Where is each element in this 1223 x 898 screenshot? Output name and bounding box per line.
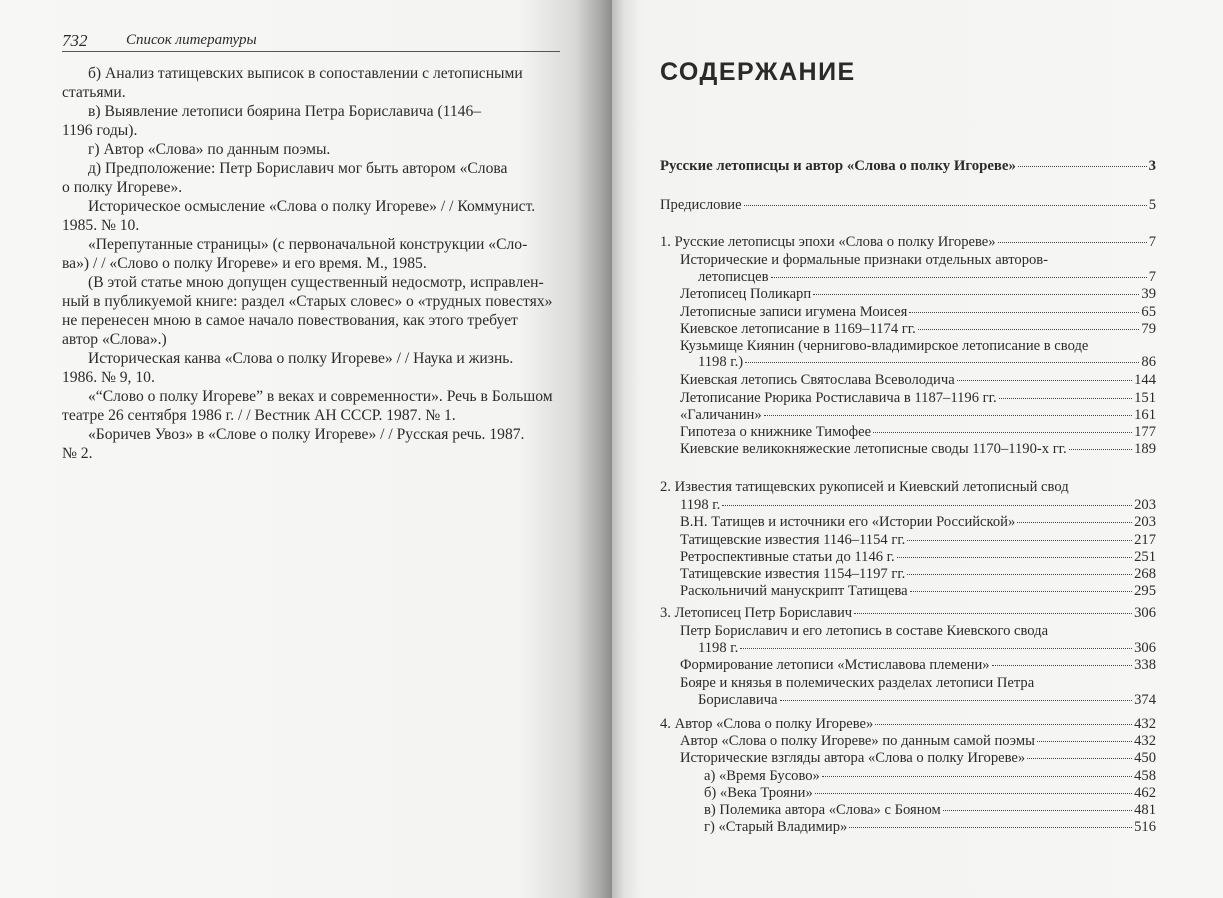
toc-entry-title: 3. Летописец Петр Бориславич — [660, 605, 853, 621]
toc-entry — [680, 548, 1156, 566]
right-page — [612, 0, 1223, 898]
text-line: б) Анализ татищевских выписок в сопоставлении с летописными — [88, 65, 523, 82]
toc-entry-page: 450 — [1134, 750, 1156, 766]
toc-entry-title: В.Н. Татищев и источники его «Истории Российской» — [680, 514, 1016, 530]
toc-entry-page: 161 — [1134, 407, 1156, 423]
text-line: о полку Игореве». — [62, 179, 183, 196]
leader-dots — [999, 398, 1133, 399]
leader-dots — [910, 591, 1132, 592]
toc-entry — [680, 440, 1156, 458]
toc-entry-title: Киевское летописание в 1169–1174 гг. — [680, 321, 916, 337]
leader-dots — [722, 505, 1132, 506]
toc-entry-page: 189 — [1134, 441, 1156, 457]
toc-entry-title: Формирование летописи «Мстиславова племени» — [680, 657, 990, 673]
toc-entry-title: Исторические и формальные признаки отдельных авторов- — [680, 252, 1049, 268]
toc-entry-title: Автор «Слова о полку Игореве» по данным самой поэмы — [680, 733, 1035, 749]
toc-entry-page: 432 — [1134, 733, 1156, 749]
toc-entry-page: 79 — [1141, 321, 1156, 337]
leader-dots — [907, 540, 1132, 541]
text-line: не перенесен мною в самое начало повествования, как этого требует — [62, 312, 518, 329]
toc-entry-page: 3 — [1148, 158, 1156, 174]
bibliography-text — [62, 64, 562, 463]
text-line: 1196 годы). — [62, 122, 138, 139]
page-number: 732 — [62, 31, 88, 50]
text-line: в) Выявление летописи боярина Петра Бориславича (1146– — [88, 103, 482, 120]
toc-entry-title: Татищевские известия 1154–1197 гг. — [680, 566, 906, 582]
toc-entry — [680, 749, 1156, 767]
text-line: Историческое осмысление «Слова о полку Игореве» / / Коммунист. — [88, 198, 536, 215]
toc-entry-title: Ретроспективные статьи до 1146 г. — [680, 549, 895, 565]
toc-entry-title: «Галичанин» — [680, 407, 762, 423]
text-line: № 2. — [62, 445, 93, 462]
text-line: 1985. № 10. — [62, 217, 140, 234]
leader-dots — [998, 242, 1147, 243]
toc-entry-title: летописцев — [698, 269, 769, 285]
toc-entry-title: Киевские великокняжеские летописные своды 1170–1190-х гг. — [680, 441, 1067, 457]
toc-entry-page: 7 — [1148, 269, 1156, 285]
toc-entry-page: 306 — [1134, 605, 1156, 621]
toc-entry-title: Летописание Рюрика Ростиславича в 1187–1196 гг. — [680, 390, 997, 406]
toc-entry-title: Раскольничий манускрипт Татищева — [680, 583, 908, 599]
toc-entry-title: 1198 г. — [680, 497, 721, 513]
text-line: автор «Слова».) — [62, 331, 167, 348]
toc-entry-page: 177 — [1134, 424, 1156, 440]
toc-entry-title: 1. Русские летописцы эпохи «Слова о полку Игореве» — [660, 234, 996, 250]
toc-entry — [680, 406, 1156, 424]
toc-entry — [680, 565, 1156, 583]
leader-dots — [1027, 758, 1132, 759]
toc-entry — [704, 818, 1156, 836]
leader-dots — [873, 432, 1132, 433]
toc-entry-page: 481 — [1134, 802, 1156, 818]
toc-entry — [680, 513, 1156, 531]
toc-entry-title: Татищевские известия 1146–1154 гг. — [680, 532, 906, 548]
toc-entry-page: 338 — [1134, 657, 1156, 673]
leader-dots — [957, 380, 1132, 381]
leader-dots — [849, 827, 1132, 828]
toc-entry-title: 1198 г.) — [698, 354, 744, 370]
toc-title: СОДЕРЖАНИЕ — [660, 58, 856, 86]
toc-entry-page: 203 — [1134, 514, 1156, 530]
leader-dots — [771, 277, 1147, 278]
toc-entry-title: Петр Бориславич и его летопись в составе Киевского свода — [680, 623, 1049, 639]
toc-entry-title: 4. Автор «Слова о полку Игореве» — [660, 716, 874, 732]
toc-entry-title: Гипотеза о книжнике Тимофее — [680, 424, 872, 440]
toc-entry-title: г) «Старый Владимир» — [704, 819, 848, 835]
toc-entry — [704, 767, 1156, 785]
text-line: «“Слово о полку Игореве” в веках и современности». Речь в Большом — [88, 388, 553, 405]
leader-dots — [1018, 166, 1147, 167]
toc-entry-title: б) «Века Трояни» — [704, 785, 813, 801]
text-line: д) Предположение: Петр Бориславич мог быть автором «Слова — [88, 160, 508, 177]
text-line: ный в публикуемой книге: раздел «Старых словес» о «трудных повестях» — [62, 293, 553, 310]
text-line: «Боричев Увоз» в «Слове о полку Игореве» / / Русская речь. 1987. — [88, 426, 525, 443]
toc-entry-page: 151 — [1134, 390, 1156, 406]
toc-entry-title: в) Полемика автора «Слова» с Бояном — [704, 802, 941, 818]
toc-entry-page: 432 — [1134, 716, 1156, 732]
leader-dots — [744, 205, 1147, 206]
toc-entry — [660, 233, 1156, 251]
toc-entry-title: Летописец Поликарп — [680, 286, 812, 302]
toc-entry-page: 7 — [1148, 234, 1156, 250]
toc-entry-page: 203 — [1134, 497, 1156, 513]
toc-entry — [680, 423, 1156, 441]
running-title: Список литературы — [126, 32, 257, 48]
toc-entry-title: Исторические взгляды автора «Слова о полку Игореве» — [680, 750, 1026, 766]
toc-entry — [680, 531, 1156, 549]
toc-entry — [680, 389, 1156, 407]
leader-dots — [813, 294, 1139, 295]
toc-entry — [680, 656, 1156, 674]
leader-dots — [1069, 449, 1132, 450]
text-line: статьями. — [62, 84, 126, 101]
toc-entry-title: Русские летописцы и автор «Слова о полку Игореве» — [660, 158, 1016, 174]
text-line: ва») / / «Слово о полку Игореве» и его время. М., 1985. — [62, 255, 427, 272]
toc-entry-title: Кузьмище Киянин (чернигово-владимирское летописание в своде — [680, 338, 1089, 354]
toc-entry — [704, 784, 1156, 802]
leader-dots — [1037, 741, 1132, 742]
leader-dots — [780, 700, 1133, 701]
toc-entry-page: 217 — [1134, 532, 1156, 548]
leader-dots — [764, 415, 1132, 416]
toc-entry-title: 2. Известия татищевских рукописей и Киевский летописный свод — [660, 479, 1069, 495]
toc-entry — [680, 732, 1156, 750]
toc-entry-title: а) «Время Бусово» — [704, 768, 820, 784]
toc-entry-page: 65 — [1141, 304, 1156, 320]
text-line: 1986. № 9, 10. — [62, 369, 155, 386]
toc-entry-page: 295 — [1134, 583, 1156, 599]
toc-entry — [704, 801, 1156, 819]
leader-dots — [907, 574, 1132, 575]
toc-entry-title: 1198 г. — [698, 640, 739, 656]
toc-entry-title: Бориславича — [698, 692, 778, 708]
toc-entry-title: Киевская летопись Святослава Всеволодича — [680, 372, 955, 388]
toc-entry — [680, 371, 1156, 389]
toc-entry — [698, 268, 1156, 286]
toc-entry-title: Предисловие — [660, 197, 742, 213]
toc-entry — [698, 353, 1156, 371]
toc-entry — [698, 639, 1156, 657]
toc-entry — [698, 691, 1156, 709]
text-line: «Перепутанные страницы» (с первоначальной конструкции «Сло- — [88, 236, 528, 253]
toc-entry — [660, 715, 1156, 733]
leader-dots — [875, 724, 1132, 725]
leader-dots — [1017, 522, 1132, 523]
toc-entry-page: 374 — [1134, 692, 1156, 708]
leader-dots — [909, 312, 1139, 313]
toc-entry — [680, 582, 1156, 600]
toc-entry — [680, 496, 1156, 514]
text-line: г) Автор «Слова» по данным поэмы. — [88, 141, 331, 158]
running-head — [62, 30, 560, 52]
toc-entry-page: 268 — [1134, 566, 1156, 582]
toc-entry — [680, 285, 1156, 303]
leader-dots — [745, 362, 1139, 363]
leader-dots — [918, 329, 1140, 330]
toc-entry — [680, 320, 1156, 338]
leader-dots — [815, 793, 1132, 794]
toc-entry-page: 458 — [1134, 768, 1156, 784]
leader-dots — [943, 810, 1132, 811]
leader-dots — [854, 613, 1132, 614]
toc-entry-title: Бояре и князья в полемических разделах летописи Петра — [680, 675, 1035, 691]
toc-entry-page: 462 — [1134, 785, 1156, 801]
toc-entry — [660, 196, 1156, 214]
toc-entry-page: 39 — [1141, 286, 1156, 302]
toc-entry — [680, 303, 1156, 321]
toc-entry-page: 86 — [1141, 354, 1156, 370]
text-line: Историческая канва «Слова о полку Игореве» / / Наука и жизнь. — [88, 350, 514, 367]
toc-entry-page: 251 — [1134, 549, 1156, 565]
toc-entry — [660, 604, 1156, 622]
toc-entry — [660, 157, 1156, 175]
toc-entry-page: 5 — [1148, 197, 1156, 213]
toc-entry-page: 144 — [1134, 372, 1156, 388]
leader-dots — [992, 665, 1133, 666]
toc-entry-page: 516 — [1134, 819, 1156, 835]
leader-dots — [740, 648, 1132, 649]
leader-dots — [897, 557, 1132, 558]
leader-dots — [822, 776, 1132, 777]
toc-entry-title: Летописные записи игумена Моисея — [680, 304, 908, 320]
toc-entry-page: 306 — [1134, 640, 1156, 656]
text-line: (В этой статье мною допущен существенный недосмотр, исправлен- — [88, 274, 544, 291]
text-line: театре 26 сентября 1986 г. / / Вестник АН СССР. 1987. № 1. — [62, 407, 456, 424]
